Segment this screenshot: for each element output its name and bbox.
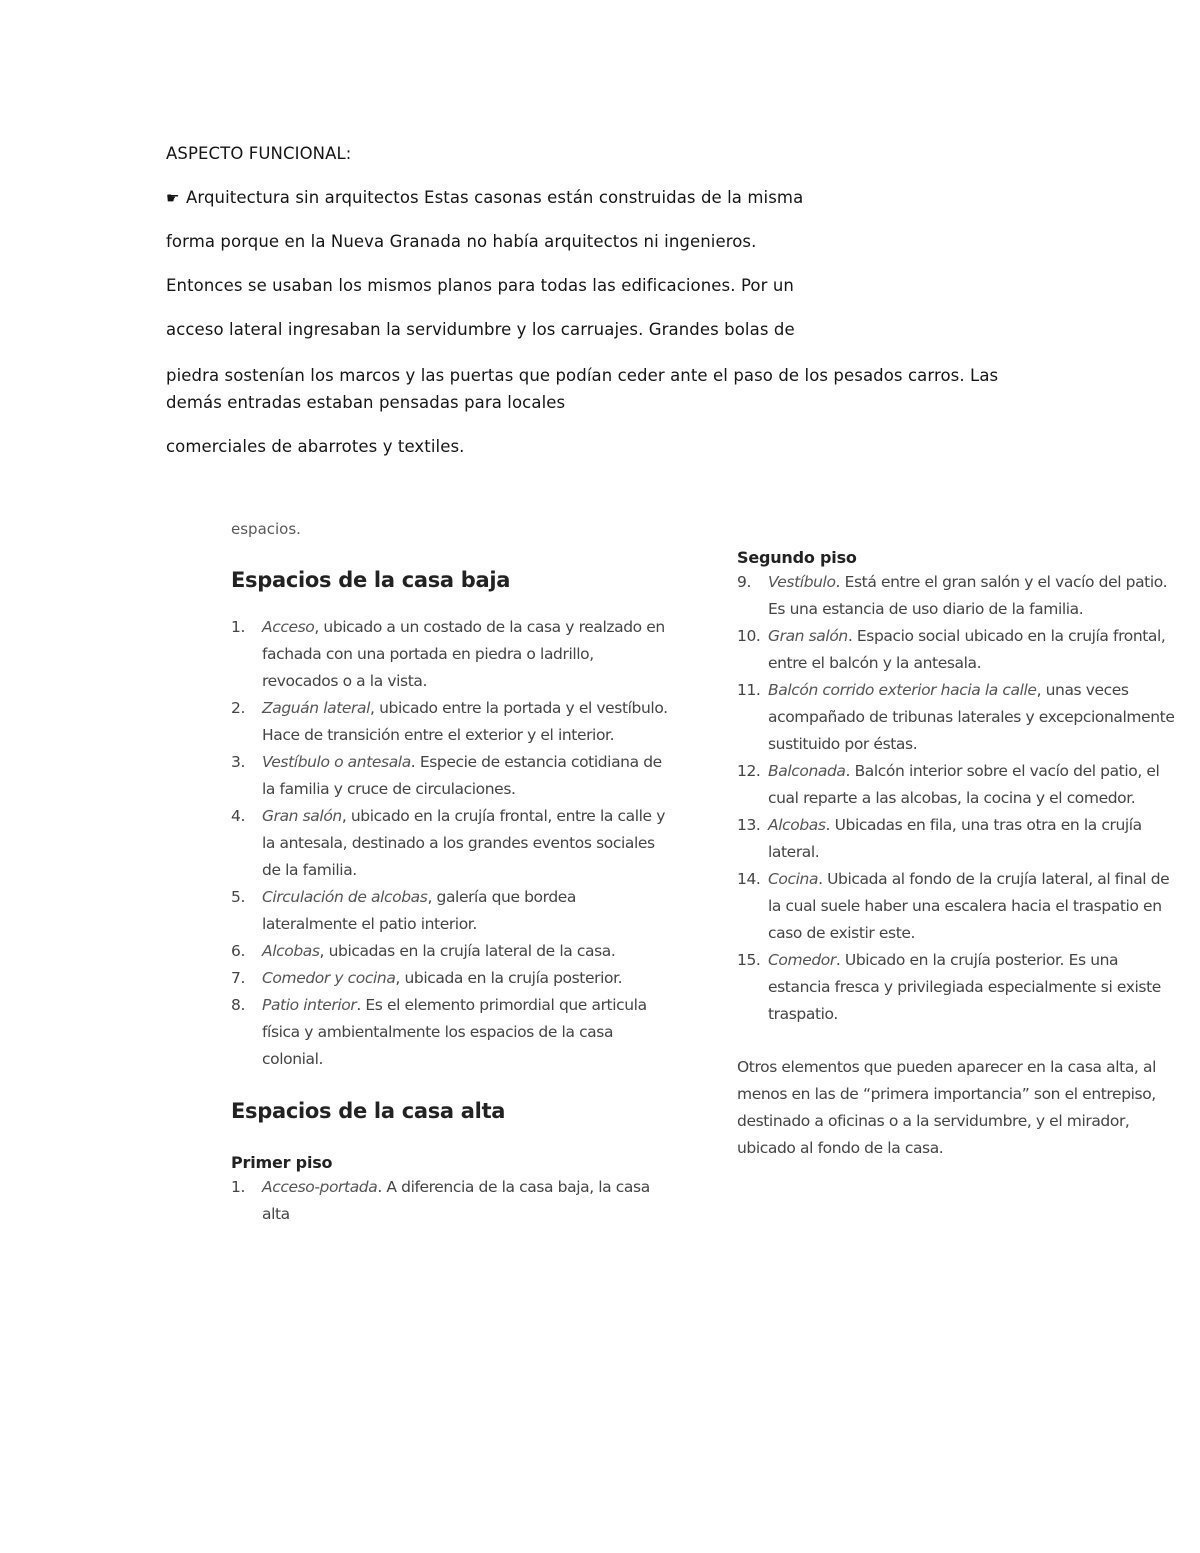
item-term: Zaguán lateral — [262, 699, 371, 717]
item-description: , galería que bordea lateralmente el patio interior. — [262, 888, 577, 933]
item-number: 5. — [231, 888, 245, 906]
item-number: 4. — [231, 807, 245, 825]
list-item — [231, 1174, 671, 1228]
item-number: 14. — [737, 870, 761, 888]
item-number: 2. — [231, 699, 245, 717]
list-item — [231, 803, 671, 884]
item-number: 8. — [231, 996, 245, 1014]
casa-baja-title: Espacios de la casa baja — [231, 568, 511, 592]
casa-alta-title: Espacios de la casa alta — [231, 1099, 506, 1123]
left-column — [231, 520, 671, 1228]
primer-piso-list — [231, 1174, 671, 1228]
paragraph-line-5: piedra sostenían los marcos y las puertas que podían ceder ante el paso de los pesados carros. Las — [166, 366, 999, 385]
item-number: 1. — [231, 618, 245, 636]
item-description: , ubicado a un costado de la casa y realzado en fachada con una portada en piedra o ladrillo, revocados o a la vista. — [262, 618, 665, 690]
item-term: Vestíbulo o antesala — [262, 753, 411, 771]
fragment-text: espacios. — [231, 520, 301, 538]
item-description: , ubicada en la crujía posterior. — [395, 969, 623, 987]
item-term: Gran salón — [768, 627, 848, 645]
otros-elementos-paragraph: Otros elementos que pueden aparecer en la casa alta, al menos en las de “primera importancia” son el entrepiso, destinado a oficinas o a la servidumbre, y el mirador, ubicado al fondo de la casa. — [737, 1058, 1156, 1157]
list-item — [231, 938, 671, 965]
list-item — [737, 812, 1177, 866]
item-term: Alcobas — [262, 942, 320, 960]
item-number: 15. — [737, 951, 761, 969]
item-description: , ubicado en la crujía frontal, entre la calle y la antesala, destinado a los grandes eventos sociales de la familia. — [262, 807, 665, 879]
item-description: . A diferencia de la casa baja, la casa alta — [262, 1178, 650, 1223]
casa-baja-list — [231, 614, 671, 1073]
list-item — [737, 677, 1177, 758]
list-item — [231, 695, 671, 749]
item-description: . Espacio social ubicado en la crujía frontal, entre el balcón y la antesala. — [768, 627, 1166, 672]
list-item — [737, 623, 1177, 677]
item-number: 7. — [231, 969, 245, 987]
item-term: Balcón corrido exterior hacia la calle — [768, 681, 1037, 699]
list-item — [737, 569, 1177, 623]
segundo-piso-list — [737, 569, 1177, 1028]
paragraph-line-4: acceso lateral ingresaban la servidumbre y los carruajes. Grandes bolas de — [166, 320, 795, 339]
paragraph-line-3: Entonces se usaban los mismos planos para todas las edificaciones. Por un — [166, 276, 794, 295]
item-description: . Está entre el gran salón y el vacío del patio. Es una estancia de uso diario de la familia. — [768, 573, 1168, 618]
list-item — [231, 614, 671, 695]
list-item — [231, 884, 671, 938]
item-number: 1. — [231, 1178, 245, 1196]
item-description: . Balcón interior sobre el vacío del patio, el cual reparte a las alcobas, la cocina y el comedor. — [768, 762, 1160, 807]
item-description: . Ubicadas en fila, una tras otra en la crujía lateral. — [768, 816, 1142, 861]
item-number: 9. — [737, 573, 751, 591]
paragraph-line-6: demás entradas estaban pensadas para locales — [166, 393, 566, 412]
list-item — [231, 749, 671, 803]
segundo-piso-title: Segundo piso — [737, 548, 857, 567]
item-number: 12. — [737, 762, 761, 780]
item-term: Comedor — [768, 951, 836, 969]
item-term: Balconada — [768, 762, 846, 780]
item-term: Circulación de alcobas — [262, 888, 428, 906]
item-description: , ubicado entre la portada y el vestíbulo. Hace de transición entre el exterior y el interior. — [262, 699, 668, 744]
list-item — [231, 965, 671, 992]
item-term: Vestíbulo — [768, 573, 836, 591]
bullet-paragraph-line — [166, 188, 803, 207]
scanned-book-excerpt — [231, 520, 1181, 1223]
item-number: 3. — [231, 753, 245, 771]
item-description: . Ubicada al fondo de la crujía lateral, al final de la cual suele haber una escalera hacia el traspatio en caso de existir este. — [768, 870, 1170, 942]
item-term: Acceso — [262, 618, 315, 636]
item-number: 6. — [231, 942, 245, 960]
item-term: Patio interior — [262, 996, 357, 1014]
item-description: , unas veces acompañado de tribunas laterales y excepcionalmente sustituido por éstas. — [768, 681, 1175, 753]
item-description: . Especie de estancia cotidiana de la familia y cruce de circulaciones. — [262, 753, 662, 798]
paragraph-line-7: comerciales de abarrotes y textiles. — [166, 437, 465, 456]
section-heading: ASPECTO FUNCIONAL: — [166, 144, 352, 163]
item-term: Cocina — [768, 870, 819, 888]
item-term: Alcobas — [768, 816, 826, 834]
item-description: , ubicadas en la crujía lateral de la casa. — [319, 942, 616, 960]
item-description: . Es el elemento primordial que articula física y ambientalmente los espacios de la casa colonial. — [262, 996, 647, 1068]
list-item — [231, 992, 671, 1073]
paragraph-line-1: Arquitectura sin arquitectos Estas casonas están construidas de la misma — [186, 188, 804, 207]
hand-pointing-icon: ☛ — [166, 189, 180, 207]
paragraph-line-2: forma porque en la Nueva Granada no había arquitectos ni ingenieros. — [166, 232, 757, 251]
item-term: Comedor y cocina — [262, 969, 396, 987]
item-term: Acceso-portada — [262, 1178, 378, 1196]
primer-piso-title: Primer piso — [231, 1153, 333, 1172]
item-number: 10. — [737, 627, 761, 645]
item-number: 13. — [737, 816, 761, 834]
item-description: . Ubicado en la crujía posterior. Es una estancia fresca y privilegiada especialmente si existe traspatio. — [768, 951, 1161, 1023]
item-term: Gran salón — [262, 807, 342, 825]
right-column — [737, 548, 1177, 1162]
list-item — [737, 947, 1177, 1028]
list-item — [737, 758, 1177, 812]
item-number: 11. — [737, 681, 761, 699]
list-item — [737, 866, 1177, 947]
